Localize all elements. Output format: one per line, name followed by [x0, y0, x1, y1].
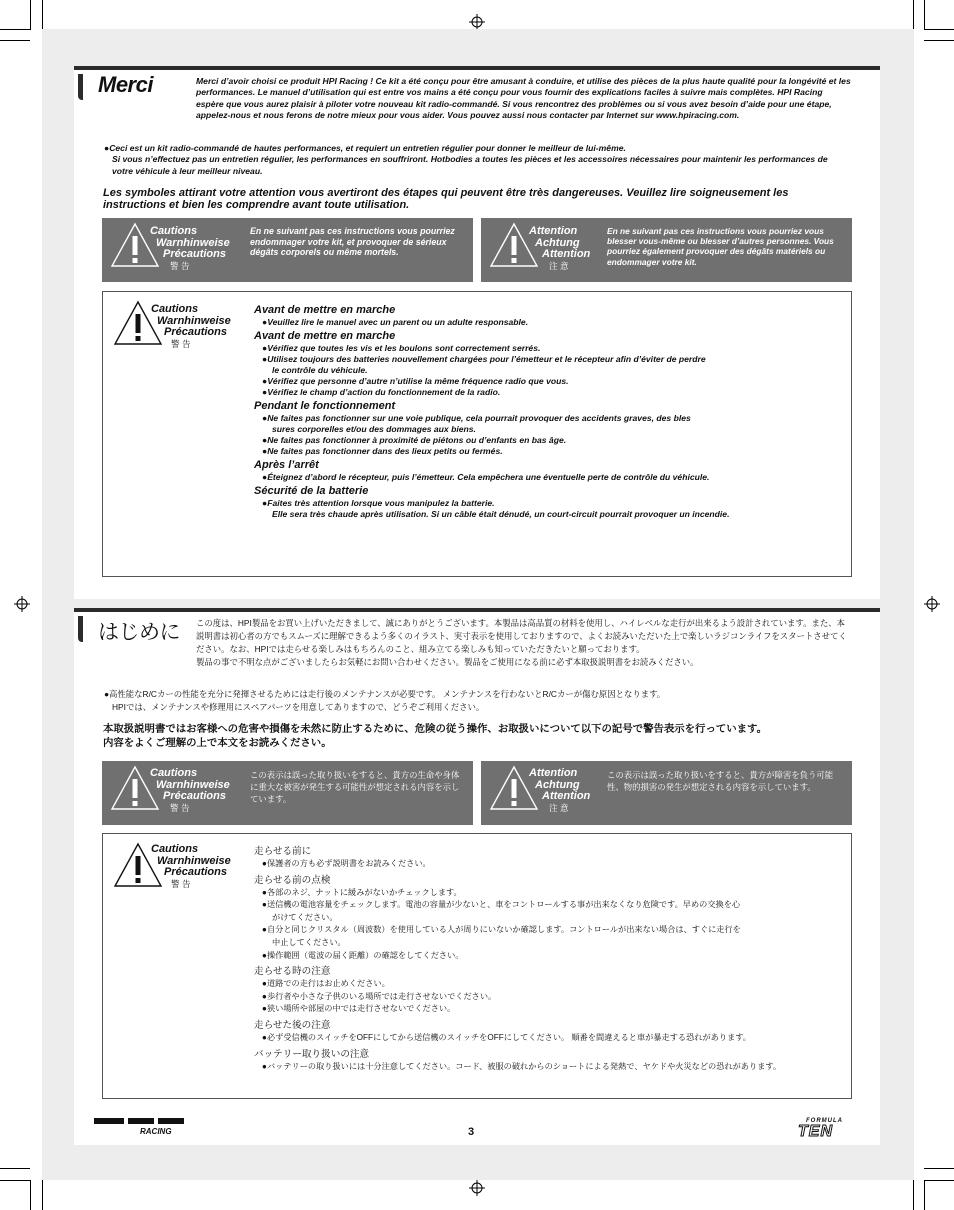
- crop-mark: [30, 0, 31, 30]
- rule-item-cont: がけてください。: [272, 912, 338, 922]
- section-title: Sécurité de la batterie: [254, 485, 369, 497]
- crop-mark: [924, 29, 954, 30]
- caution-description: この表示は誤った取り扱いをすると、貴方の生命や身体に重大な被害が発生する可能性が想定される内容を示しています。: [250, 770, 460, 804]
- label-attention-fr: Attention: [542, 790, 591, 802]
- rule-item: ●必ず受信機のスイッチをOFFにしてから送信機のスイッチをOFFにしてください。 順番を間違えると車が暴走する恐れがあります。: [262, 1032, 751, 1042]
- rule-item: ●各部のネジ、ナットに緩みがないかチェックします。: [262, 887, 462, 897]
- rule-item: ●Ne faites pas fonctionner à proximité de piétons ou d’enfants en bas âge.: [262, 435, 567, 445]
- rule-item-cont: sures corporelles et/ou des dommages aux biens.: [272, 424, 476, 434]
- caution-labels: [150, 768, 230, 814]
- crop-mark: [924, 1180, 925, 1210]
- section-title: 走らせる前に: [254, 846, 312, 857]
- section-title: Pendant le fonctionnement: [254, 400, 396, 412]
- symbols-notice: [103, 723, 851, 751]
- svg-text:TEN: TEN: [798, 1123, 833, 1138]
- rule-item: ●Faites très attention lorsque vous manipulez la batterie.: [262, 498, 495, 508]
- hajimeni-intro-text-2: 製品の事で不明な点がございましたらお気軽にお問い合わせください。製品をご使用になる前に必ず本取扱説明書をお読みください。: [196, 657, 699, 667]
- crop-mark: [0, 1180, 30, 1181]
- label-warnhinweise: Warnhinweise: [156, 236, 230, 249]
- rules-list: [254, 302, 844, 520]
- attention-labels: [529, 768, 590, 814]
- merci-panel: [74, 66, 880, 599]
- hajimeni-panel: [74, 608, 880, 1145]
- label-precautions: Précautions: [163, 248, 226, 260]
- caution-labels: [151, 304, 231, 350]
- rule-item: ●Veuillez lire le manuel avec un parent ou un adulte responsable.: [262, 317, 529, 327]
- heading-tab: [78, 74, 83, 100]
- label-chui: 注 意: [549, 802, 569, 813]
- maintenance-bullet: ●高性能なR/Cカーの性能を充分に発揮させるためには走行後のメンテナンスが必要です。 メンテナンスを行わないとR/Cカーが傷む原因となります。: [104, 689, 666, 699]
- label-attention: Attention: [529, 767, 578, 779]
- section-title: バッテリー取り扱いの注意: [254, 1048, 370, 1060]
- svg-text:RACING: RACING: [140, 1127, 172, 1136]
- registration-mark-icon: [924, 596, 940, 612]
- label-cautions: Cautions: [151, 843, 199, 855]
- crop-mark: [30, 1180, 31, 1210]
- label-cautions: Cautions: [150, 767, 198, 779]
- crop-mark: [924, 40, 954, 41]
- crop-mark: [42, 1180, 43, 1210]
- safety-rules-box: [102, 833, 852, 1099]
- rule-item: ●狭い場所や部屋の中では走行させないでください。: [262, 1004, 456, 1014]
- rule-item-cont: 中止してください。: [272, 937, 346, 947]
- rule-item: ●Ne faites pas fonctionner sur une voie publique, cela pourrait provoquer des accidents graves, des bles: [262, 413, 691, 423]
- merci-title: Merci: [98, 72, 153, 97]
- heading-tab: [78, 616, 83, 642]
- page-footer: [74, 1112, 880, 1144]
- section-title: Avant de mettre en marche: [254, 330, 396, 342]
- crop-mark: [924, 0, 925, 30]
- crop-mark: [924, 1168, 954, 1169]
- safety-rules-box: [102, 291, 852, 577]
- label-cautions: Cautions: [150, 225, 198, 237]
- section-title: Après l’arrêt: [254, 459, 319, 471]
- maintenance-note: [104, 688, 844, 713]
- caution-description: En ne suivant pas ces instructions vous pourriez endommager votre kit, et provoquer de sérieux dégâts corporels ou même mortels.: [250, 226, 455, 258]
- symbols-notice-line-1: 本取扱説明書ではお客様への危害や損傷を未然に防止するために、危険の従う操作、お取扱いについて以下の記号で警告表示を行っています。: [103, 724, 767, 735]
- label-precautions: Précautions: [164, 326, 227, 338]
- section-title: 走らせる前の点検: [254, 874, 331, 886]
- maintenance-bullet-cont: Si vous n’effectuez pas un entretien régulier, les performances en souffriront. Hotbodies a toutes les pièces et les accessoires nécessaires pour maintenir les performances de votre véhicule à leur meilleur niveau.: [112, 154, 828, 176]
- attention-box: [481, 218, 852, 282]
- merci-intro: Merci d’avoir choisi ce produit HPI Racing ! Ce kit a été conçu pour être amusant à conduire, et utilise des pièces de la plus haute qualité pour la longévité et les performances. Le manuel d’utilisation qui est entre vos mains a été conçu pour vous fournir des explications faciles à suivre mais complètes. HPI Racing espère que vous aurez plaisir à piloter votre nouveau kit radio-commandé. Si vous rencontrez des problèmes ou si vous avez besoin d’aide pour une étape, appelez-nous et nous ferons de notre mieux pour vous aider. Vous pouvez aussi nous contacter par Internet sur www.hpiracing.com.: [196, 76, 851, 121]
- attention-description: En ne suivant pas ces instructions vous pourriez vous blesser vous-même ou blesser d’autres personnes. Vous pourriez également provoquer des dégâts matériels ou endommager votre kit.: [607, 226, 834, 267]
- panel-top-rule: [74, 608, 880, 612]
- symbols-notice-line-2: 内容をよくご理解の上で本文をお読みください。: [103, 738, 332, 749]
- attention-description: この表示は誤った取り扱いをすると、貴方が障害を負う可能性、物的損害の発生が想定される内容を示しています。: [607, 770, 834, 792]
- page-number: 3: [468, 1126, 475, 1138]
- formula-ten-logo: [796, 1114, 866, 1138]
- label-precautions: Précautions: [163, 790, 226, 802]
- section-title: 走らせる時の注意: [254, 966, 331, 978]
- label-chui: 注 意: [549, 260, 569, 271]
- rule-item: ●保護者の方も必ず説明書をお読みください。: [262, 859, 431, 868]
- svg-text:FORMULA: FORMULA: [806, 1118, 843, 1124]
- crop-mark: [0, 29, 30, 30]
- label-keikoku: 警 告: [171, 338, 191, 349]
- rule-item: ●バッテリーの取り扱いには十分注意してください。コード、被服の破れからのショートによる発熱で、ヤケドや火災などの恐れがあります。: [262, 1061, 782, 1071]
- maintenance-note: [104, 143, 844, 177]
- label-attention: Attention: [529, 225, 578, 237]
- label-warnhinweise: Warnhinweise: [157, 314, 231, 327]
- rule-item: ●Vérifiez le champ d’action du fonctionnement de la radio.: [262, 387, 501, 397]
- section-title: Avant de mettre en marche: [254, 304, 396, 316]
- label-precautions: Précautions: [164, 866, 227, 878]
- hajimeni-title: はじめに: [98, 621, 180, 644]
- crop-mark: [42, 0, 43, 30]
- maintenance-bullet-cont: HPIでは、メンテナンスや修理用にスペアパーツを用意してありますので、どうぞご利用ください。: [112, 701, 485, 712]
- label-attention-fr: Attention: [542, 248, 591, 260]
- section-title: 走らせた後の注意: [254, 1019, 331, 1031]
- rule-item: ●Ne faites pas fonctionner dans des lieux petits ou fermés.: [262, 446, 503, 456]
- rule-item: ●送信機の電池容量をチェックします。電池の容量が少ないと、車をコントロールする事が出来なくなり危険です。早めの交換を心: [262, 900, 741, 910]
- rule-item: ●操作範囲（電波の届く距離）の確認をしてください。: [262, 950, 464, 960]
- label-warnhinweise: Warnhinweise: [156, 778, 230, 791]
- hajimeni-intro-text: この度は、HPI製品をお買い上げいただきまして、誠にありがとうございます。本製品は高品質の材料を使用し、ハイレベルな走行が出来るよう設計されています。また、本説明書は初心者の方でもスムーズに理解できるよう多くのイラスト、実寸表示を使用しておりますので、よくお読みいただいた上で楽しいラジコンライフをスタートさせてください。なお、HPIでは走らせる楽しみはもちろんのこと、組み立てる楽しみも知っていただきたいと願っております。: [196, 618, 847, 654]
- attention-box: [481, 761, 852, 825]
- crop-mark: [913, 1180, 914, 1210]
- rule-item: ●道路での走行はお止めください。: [262, 979, 390, 989]
- rule-item: ●Éteignez d’abord le récepteur, puis l’émetteur. Cela empêchera une éventuelle perte de contrôle du véhicule.: [262, 472, 710, 482]
- crop-mark: [0, 1168, 30, 1169]
- rule-item: ●歩行者や小さな子供のいる場所では走行させないでください。: [262, 991, 497, 1001]
- crop-mark: [0, 40, 30, 41]
- maintenance-bullet: ●Ceci est un kit radio-commandé de hautes performances, et requiert un entretien régulier pour donner le meilleur de lui-même.: [104, 143, 626, 153]
- label-achtung: Achtung: [535, 236, 580, 249]
- panel-top-rule: [74, 66, 880, 70]
- label-warnhinweise: Warnhinweise: [157, 854, 231, 867]
- rule-item: ●自分と同じクリスタル（周波数）を使用している人が周りにいないか確認します。コントロールが出来ない場合は、すぐに走行を: [262, 925, 741, 935]
- registration-mark-icon: [469, 14, 485, 30]
- label-achtung: Achtung: [535, 778, 580, 791]
- caution-labels: [151, 844, 231, 890]
- rule-item: ●Vérifiez que toutes les vis et les boulons sont correctement serrés.: [262, 343, 541, 353]
- registration-mark-icon: [469, 1180, 485, 1196]
- crop-mark: [924, 1180, 954, 1181]
- caution-box: [102, 218, 473, 282]
- label-keikoku: 警 告: [170, 802, 190, 813]
- registration-mark-icon: [14, 596, 30, 612]
- caution-box: [102, 761, 473, 825]
- label-keikoku: 警 告: [171, 878, 191, 889]
- label-cautions: Cautions: [151, 303, 199, 315]
- hpi-racing-logo: [94, 1114, 186, 1136]
- crop-mark: [913, 0, 914, 30]
- rules-list: [254, 842, 844, 1073]
- attention-labels: [529, 226, 590, 272]
- rule-item: ●Vérifiez que personne d’autre n’utilise la même fréquence radio que vous.: [262, 376, 569, 386]
- rule-item-cont: le contrôle du véhicule.: [272, 365, 368, 375]
- rule-item: ●Utilisez toujours des batteries nouvellement chargées pour l’émetteur et le récepteur afin d’éviter de perdre: [262, 354, 706, 364]
- caution-labels: [150, 226, 230, 272]
- label-keikoku: 警 告: [170, 260, 190, 271]
- symbols-notice: Les symboles attirant votre attention vous avertiront des étapes qui peuvent être très dangereuses. Veuillez lire soigneusement les instructions et bien les comprendre avant toute utilisation.: [103, 187, 789, 211]
- rule-item-cont: Elle sera très chaude après utilisation. Si un câble était dénudé, un court-circuit pourrait provoquer un incendie.: [272, 509, 730, 519]
- hajimeni-intro: [196, 617, 852, 669]
